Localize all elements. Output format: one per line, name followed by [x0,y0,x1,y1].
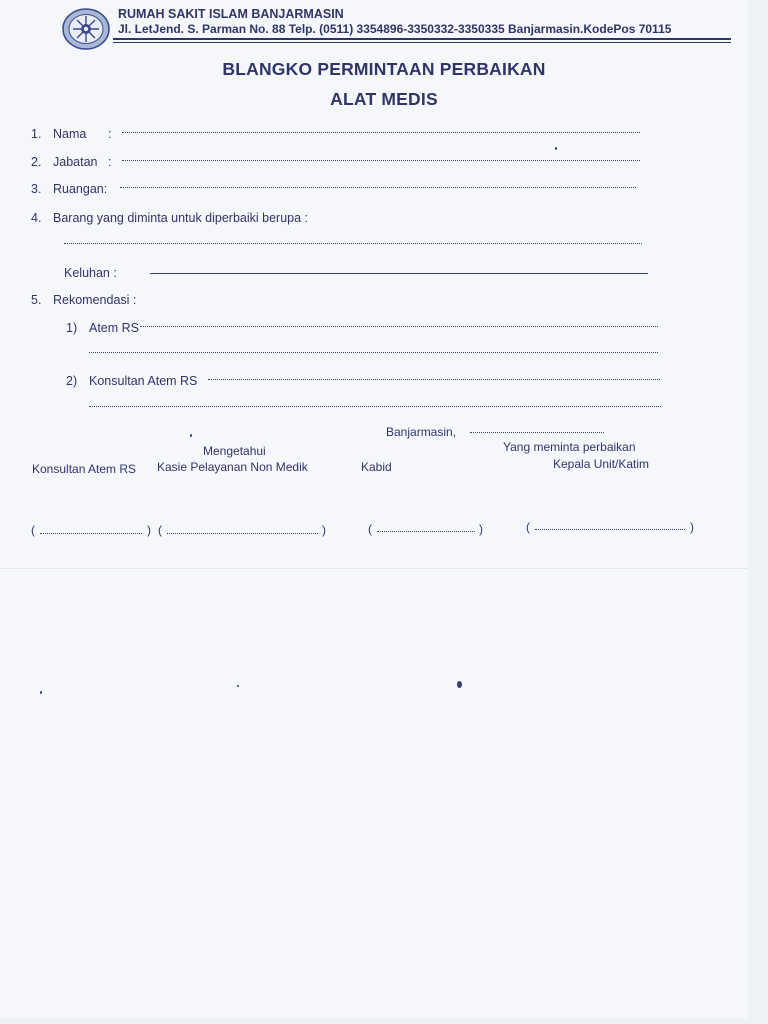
kasie-sign-open: ( [158,523,162,537]
konsultan-field-line2[interactable] [89,406,661,407]
barang-label: Barang yang diminta untuk diperbaiki berupa : [53,211,309,225]
konsultan-sign-field[interactable] [40,533,142,534]
kabid-sign-open: ( [368,522,372,536]
ruangan-label: Ruangan: [53,182,108,196]
ruangan-field[interactable] [120,187,636,188]
scan-speck [40,691,42,694]
ruangan-number: 3. [31,182,42,196]
konsultan-label: Konsultan Atem RS [89,374,198,388]
rekomendasi-label: Rekomendasi : [53,293,137,307]
kabid-sign-label: Kabid [361,460,392,474]
rekomendasi-number: 5. [31,293,42,307]
kepala-sign-label: Kepala Unit/Katim [553,457,650,471]
scan-fold-line [0,568,748,569]
hospital-name: RUMAH SAKIT ISLAM BANJARMASIN [118,7,344,21]
atem-field[interactable] [140,326,658,327]
konsultan-sign-label: Konsultan Atem RS [32,462,137,476]
kasie-sign-label: Kasie Pelayanan Non Medik [157,460,308,474]
kasie-sign-field[interactable] [167,533,318,534]
kepala-sign-open: ( [526,520,530,534]
kasie-sign-close: ) [322,523,326,537]
jabatan-label: Jabatan [53,155,98,169]
kabid-sign-field[interactable] [377,531,475,532]
form-title-line1: BLANGKO PERMINTAAN PERBAIKAN [222,59,546,79]
nama-field[interactable] [122,132,640,133]
barang-field[interactable] [64,243,642,244]
konsultan-sign-close: ) [147,523,151,537]
scan-speck [190,434,192,437]
keluhan-label: Keluhan : [64,266,117,280]
header-rule-thin [113,42,731,43]
nama-number: 1. [31,127,42,141]
atem-field-line2[interactable] [89,352,658,353]
jabatan-colon: : [108,155,112,169]
yang-meminta-label: Yang meminta perbaikan [503,440,636,454]
atem-number: 1) [66,321,78,335]
scan-speck [237,685,239,687]
konsultan-number: 2) [66,374,78,388]
scan-speck [457,681,462,688]
keluhan-field[interactable] [150,273,648,274]
barang-number: 4. [31,211,42,225]
mengetahui-label: Mengetahui [203,444,266,458]
header-rule [113,38,731,40]
atem-label: Atem RS [89,321,140,335]
nama-label: Nama [53,127,87,141]
date-field[interactable] [470,432,604,433]
place-date-label: Banjarmasin, [386,425,457,439]
kepala-sign-close: ) [690,520,694,534]
kabid-sign-close: ) [479,522,483,536]
hospital-address: Jl. LetJend. S. Parman No. 88 Telp. (0511) 3354896-3350332-3350335 Banjarmasin.KodePos 70115 [118,22,672,36]
jabatan-number: 2. [31,155,42,169]
konsultan-sign-open: ( [31,523,35,537]
form-title-line2: ALAT MEDIS [330,89,438,109]
konsultan-field[interactable] [208,379,660,380]
nama-colon: : [108,127,112,141]
scan-speck [555,147,557,150]
hospital-logo-icon [62,8,110,50]
jabatan-field[interactable] [122,160,640,161]
kepala-sign-field[interactable] [535,529,685,530]
